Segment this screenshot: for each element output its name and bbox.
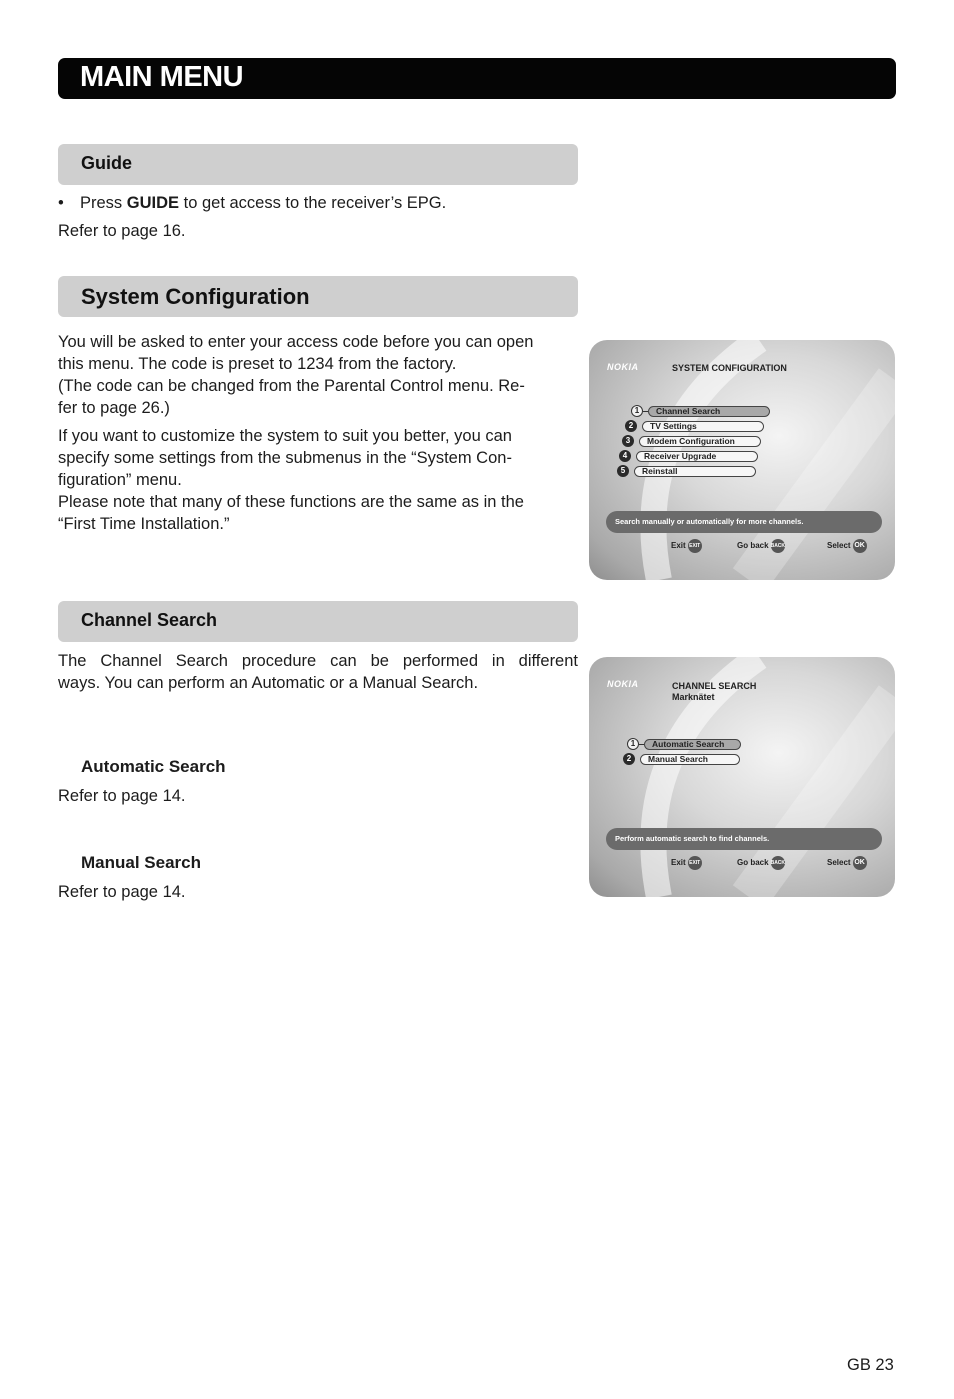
manual-search-refer: Refer to page 14. xyxy=(58,883,186,901)
guide-bullet: • Press GUIDE to get access to the receiver’s EPG. xyxy=(58,194,447,212)
menu-number: 1 xyxy=(631,405,643,417)
text-line: You will be asked to enter your access code before you can open xyxy=(58,333,534,351)
channel-search-body xyxy=(58,650,578,694)
text-line: specify some settings from the submenus in the “System Con- xyxy=(58,449,512,467)
text-line: (The code can be changed from the Parental Control menu. Re- xyxy=(58,377,525,395)
menu-label: Automatic Search xyxy=(644,739,741,750)
exit-key-icon: EXIT xyxy=(688,539,702,553)
system-config-body xyxy=(58,331,578,541)
guide-refer: Refer to page 16. xyxy=(58,222,186,240)
exit-key-icon: EXIT xyxy=(688,856,702,870)
menu-number: 2 xyxy=(625,420,637,432)
automatic-search-refer: Refer to page 14. xyxy=(58,787,186,805)
channel-search-heading: Channel Search xyxy=(81,610,218,630)
menu-label: TV Settings xyxy=(642,421,764,432)
system-config-heading: System Configuration xyxy=(81,284,310,309)
text-line: “First Time Installation.” xyxy=(58,515,230,533)
text-line: this menu. The code is preset to 1234 from the factory. xyxy=(58,355,457,373)
text-line: figuration” menu. xyxy=(58,471,182,489)
menu-number: 3 xyxy=(622,435,634,447)
menu-label: Modem Configuration xyxy=(639,436,761,447)
select-button[interactable]: Select OK xyxy=(827,539,867,553)
guide-key: GUIDE xyxy=(126,194,180,212)
page-number: GB 23 xyxy=(847,1356,894,1374)
menu-number: 4 xyxy=(619,450,631,462)
system-config-screenshot xyxy=(589,340,895,580)
menu-label: Reinstall xyxy=(634,466,756,477)
menu-number: 2 xyxy=(623,753,635,765)
bullet-dot: • xyxy=(58,194,64,212)
text-line: ways. You can perform an Automatic or a Manual Search. xyxy=(58,674,479,692)
menu-label: Channel Search xyxy=(648,406,770,417)
guide-heading: Guide xyxy=(81,153,133,173)
channel-search-section-header xyxy=(58,601,578,642)
ok-key-icon: OK xyxy=(853,539,867,553)
screen-subtitle: Marknätet xyxy=(672,692,715,702)
menu-number: 1 xyxy=(627,738,639,750)
ok-key-icon: OK xyxy=(853,856,867,870)
menu-label: Manual Search xyxy=(640,754,740,765)
page-header-banner xyxy=(58,58,896,99)
exit-button[interactable]: Exit EXIT xyxy=(671,539,702,553)
status-message: Search manually or automatically for more channels. xyxy=(606,511,882,533)
channel-search-screenshot xyxy=(589,657,895,897)
guide-section-header xyxy=(58,144,578,185)
back-key-icon: BACK xyxy=(771,539,785,553)
manual-search-heading: Manual Search xyxy=(81,853,201,872)
brand-logo: NOKIA xyxy=(607,362,639,372)
page-title: MAIN MENU xyxy=(80,61,244,93)
automatic-search-heading: Automatic Search xyxy=(81,757,226,776)
screen-title: SYSTEM CONFIGURATION xyxy=(672,363,787,373)
go-back-button[interactable]: Go back BACK xyxy=(737,856,785,870)
go-back-button[interactable]: Go back BACK xyxy=(737,539,785,553)
text-line: The Channel Search procedure can be performed in different xyxy=(58,652,578,670)
status-message: Perform automatic search to find channels. xyxy=(606,828,882,850)
select-button[interactable]: Select OK xyxy=(827,856,867,870)
back-key-icon: BACK xyxy=(771,856,785,870)
brand-logo: NOKIA xyxy=(607,679,639,689)
text-line: If you want to customize the system to suit you better, you can xyxy=(58,427,512,445)
screen-title: CHANNEL SEARCH xyxy=(672,681,757,691)
text-line: fer to page 26.) xyxy=(58,399,170,417)
text-line: Please note that many of these functions are the same as in the xyxy=(58,493,524,511)
guide-body xyxy=(58,192,446,242)
exit-button[interactable]: Exit EXIT xyxy=(671,856,702,870)
system-config-section-header xyxy=(58,276,578,317)
menu-number: 5 xyxy=(617,465,629,477)
menu-label: Receiver Upgrade xyxy=(636,451,758,462)
